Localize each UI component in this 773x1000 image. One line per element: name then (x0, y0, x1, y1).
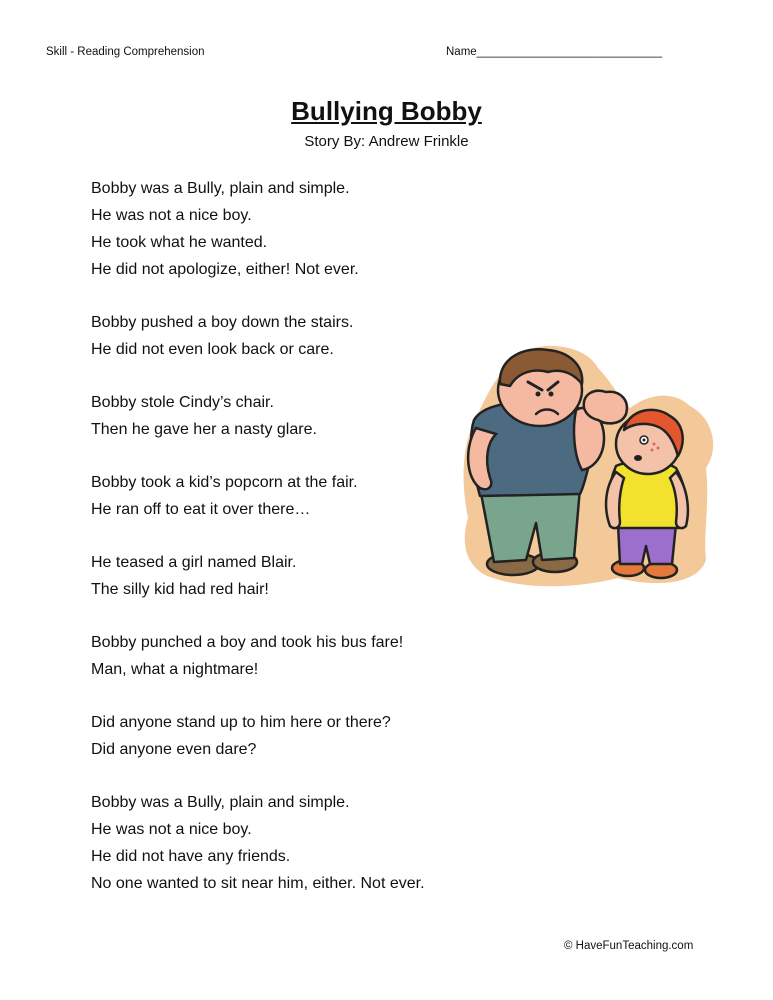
story-line: Did anyone even dare? (91, 741, 257, 758)
story-line: He was not a nice boy. (91, 821, 252, 838)
story-line: Bobby took a kid’s popcorn at the fair. (91, 474, 358, 491)
story-line: Man, what a nightmare! (91, 661, 259, 678)
story-line: He ran off to eat it over there… (91, 501, 311, 518)
copyright-footer: © HaveFunTeaching.com (564, 940, 694, 952)
story-line: He did not have any friends. (91, 848, 291, 865)
story-line: He did not apologize, either! Not ever. (91, 261, 359, 278)
story-line: Then he gave her a nasty glare. (91, 421, 317, 438)
name-field-label: Name_____________________________ (446, 46, 663, 58)
story-line: Bobby was a Bully, plain and simple. (91, 794, 350, 811)
bully-illustration (458, 338, 720, 590)
stanza (91, 175, 471, 283)
story-text (91, 175, 471, 923)
story-line: Bobby punched a boy and took his bus fare! (91, 634, 404, 651)
stanza (91, 389, 471, 443)
stanza (91, 709, 471, 763)
story-line: Bobby stole Cindy’s chair. (91, 394, 274, 411)
stanza (91, 469, 471, 523)
stanza (91, 309, 471, 363)
story-line: No one wanted to sit near him, either. Not ever. (91, 875, 425, 892)
story-line: The silly kid had red hair! (91, 581, 269, 598)
story-title: Bullying Bobby (291, 96, 482, 126)
stanza (91, 629, 471, 683)
stanza (91, 789, 471, 897)
story-byline: Story By: Andrew Frinkle (304, 133, 469, 150)
story-line: He was not a nice boy. (91, 207, 252, 224)
story-line: He teased a girl named Blair. (91, 554, 297, 571)
skill-label: Skill - Reading Comprehension (46, 46, 205, 58)
story-line: Bobby pushed a boy down the stairs. (91, 314, 354, 331)
story-line: Bobby was a Bully, plain and simple. (91, 180, 350, 197)
stanza (91, 549, 471, 603)
story-line: He took what he wanted. (91, 234, 268, 251)
story-line: He did not even look back or care. (91, 341, 334, 358)
story-line: Did anyone stand up to him here or there? (91, 714, 391, 731)
